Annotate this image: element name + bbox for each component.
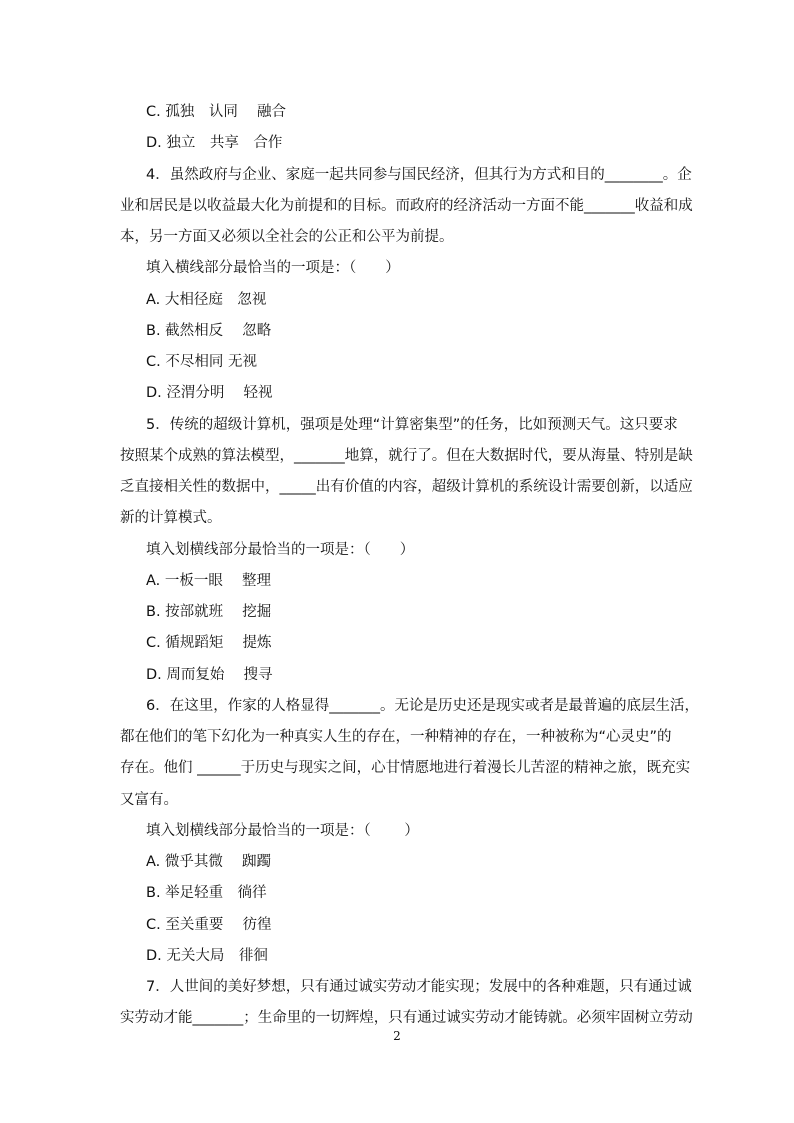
q5-option-d: D. 周而复始 搜寻 bbox=[146, 667, 273, 683]
q6-text-line-2: 都在他们的笔下幻化为一种真实人生的存在，一种精神的存在，一种被称为“心灵史”的 bbox=[120, 729, 672, 745]
q4-option-c: C. 不尽相同 无视 bbox=[146, 354, 257, 370]
q5-option-b: B. 按部就班 挖掘 bbox=[146, 604, 272, 620]
q5-text-line-2: 按照某个成熟的算法模型，_______地算，就行了。但在大数据时代，要从海量、特别是缺 bbox=[120, 448, 693, 464]
q5-option-c: C. 循规蹈矩 提炼 bbox=[146, 635, 272, 651]
q7-text-line-1: 7．人世间的美好梦想，只有通过诚实劳动才能实现；发展中的各种难题，只有通过诚 bbox=[146, 979, 692, 995]
q4-option-b: B. 截然相反 忽略 bbox=[146, 323, 272, 339]
page-number: 2 bbox=[393, 1029, 401, 1043]
q7-text-line-2: 实劳动才能_______；生命里的一切辉煌，只有通过诚实劳动才能铸就。必须牢固树立劳动 bbox=[120, 1010, 693, 1026]
q4-text-line-1: 4．虽然政府与企业、家庭一起共同参与国民经济，但其行为方式和目的________。企 bbox=[146, 167, 692, 183]
q6-option-c: C. 至关重要 彷徨 bbox=[146, 917, 272, 933]
q3-option-d: D. 独立 共享 合作 bbox=[146, 135, 283, 151]
q6-option-a: A. 微乎其微 踟躅 bbox=[146, 854, 271, 870]
q6-option-b: B. 举足轻重 徜徉 bbox=[146, 885, 267, 901]
q4-text-line-2: 业和居民是以收益最大化为前提和的目标。而政府的经济活动一方面不能_______收益和成 bbox=[120, 198, 693, 214]
q6-text-line-4: 又富有。 bbox=[120, 792, 178, 808]
q4-text-line-3: 本，另一方面又必须以全社会的公正和公平为前提。 bbox=[120, 229, 454, 245]
q6-stem: 填入划横线部分最恰当的一项是：（ ） bbox=[146, 823, 419, 839]
q4-stem: 填入横线部分最恰当的一项是：（ ） bbox=[146, 260, 400, 276]
q6-option-d: D. 无关大局 徘徊 bbox=[146, 948, 268, 964]
q4-option-d: D. 泾渭分明 轻视 bbox=[146, 385, 273, 401]
q5-text-line-3: 乏直接相关性的数据中，_____出有价值的内容，超级计算机的系统设计需要创新，以适应 bbox=[120, 479, 693, 495]
q6-text-line-3: 存在。他们 ______于历史与现实之间，心甘情愿地进行着漫长儿苦涩的精神之旅，既充实 bbox=[120, 760, 691, 776]
q3-option-c: C. 孤独 认同 融合 bbox=[146, 104, 286, 120]
q4-option-a: A. 大相径庭 忽视 bbox=[146, 292, 267, 308]
q5-text-line-1: 5．传统的超级计算机，强项是处理“计算密集型”的任务，比如预测天气。这只要求 bbox=[146, 417, 678, 433]
q5-text-line-4: 新的计算模式。 bbox=[120, 510, 222, 526]
q5-option-a: A. 一板一眼 整理 bbox=[146, 573, 271, 589]
q5-stem: 填入划横线部分最恰当的一项是：（ ） bbox=[146, 542, 415, 558]
q6-text-line-1: 6．在这里，作家的人格显得_______。无论是历史还是现实或者是最普遍的底层生活， bbox=[146, 698, 699, 714]
